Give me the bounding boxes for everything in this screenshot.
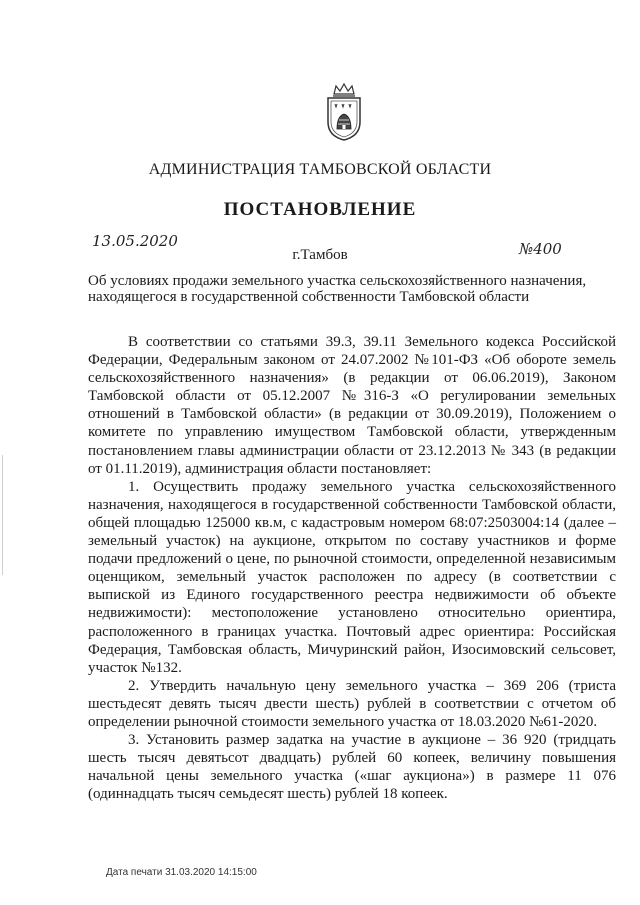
clause-paragraph: 2. Утвердить начальную цену земельного участка – 369 206 (триста шестьдесят девять тысяч двести шесть) рублей в соответствии с отчетом об определении рыночной стоимости земельного участка от 18.03.2020 №61-2020. bbox=[88, 677, 616, 730]
document-city: г.Тамбов bbox=[292, 247, 348, 263]
document-subject: Об условиях продажи земельного участка сельскохозяйственного назначения, находящегося в государственной собственности Тамбовской области bbox=[88, 273, 587, 305]
coat-of-arms-icon bbox=[322, 82, 366, 142]
document-body bbox=[88, 333, 616, 803]
document-date: 13.05.2020 bbox=[92, 232, 178, 250]
document-number: №400 bbox=[519, 240, 562, 258]
preamble-paragraph: В соответствии со статьями 39.3, 39.11 Земельного кодекса Российской Федерации, Федеральным законом от 24.07.2002 №101-ФЗ «Об обороте земель сельскохозяйственного назначения» (в редакции от 06.06.2019), Законом Тамбовской области от 05.12.2007 №316-З «О регулировании земельных отношений в Тамбовской области» (в редакции от 30.09.2019), Положением о комитете по управлению имуществом Тамбовской области, утвержденным постановлением главы администрации области от 23.12.2013 № 343 (в редакции от 01.11.2019), администрация области постановляет: bbox=[88, 334, 616, 477]
agency-name: АДМИНИСТРАЦИЯ ТАМБОВСКОЙ ОБЛАСТИ bbox=[148, 161, 492, 178]
document-type: ПОСТАНОВЛЕНИЕ bbox=[223, 199, 417, 220]
scan-margin-mark bbox=[2, 455, 3, 575]
clause-paragraph: 1. Осуществить продажу земельного участка сельскохозяйственного назначения, находящегося в государственной собственности Тамбовской области, общей площадью 125000 кв.м, с кадастровым номером 68:07:2503004:14 (далее – земельный участок) на аукционе, открытом по составу участников и форме подачи предложений о цене, по рыночной стоимости, определенной независимым оценщиком, земельный участок расположен по адресу (в соответствии с выпиской из Единого государственного реестра недвижимости об объекте недвижимости): местоположение установлено относительно ориентира, расположенного в границах участка. Почтовый адрес ориентира: Российская Федерация, Тамбовская область, Мичуринский район, Изосимовский сельсовет, участок №132. bbox=[88, 478, 616, 676]
print-date-footer: Дата печати 31.03.2020 14:15:00 bbox=[106, 867, 257, 878]
clause-paragraph: 3. Установить размер задатка на участие в аукционе – 36 920 (тридцать шесть тысяч девятьсот двадцать) рублей 60 копеек, величину повышения начальной цены земельного участка («шаг аукциона») в размере 11 076 (одиннадцать тысяч семьдесят шесть) рублей 18 копеек. bbox=[88, 732, 616, 803]
